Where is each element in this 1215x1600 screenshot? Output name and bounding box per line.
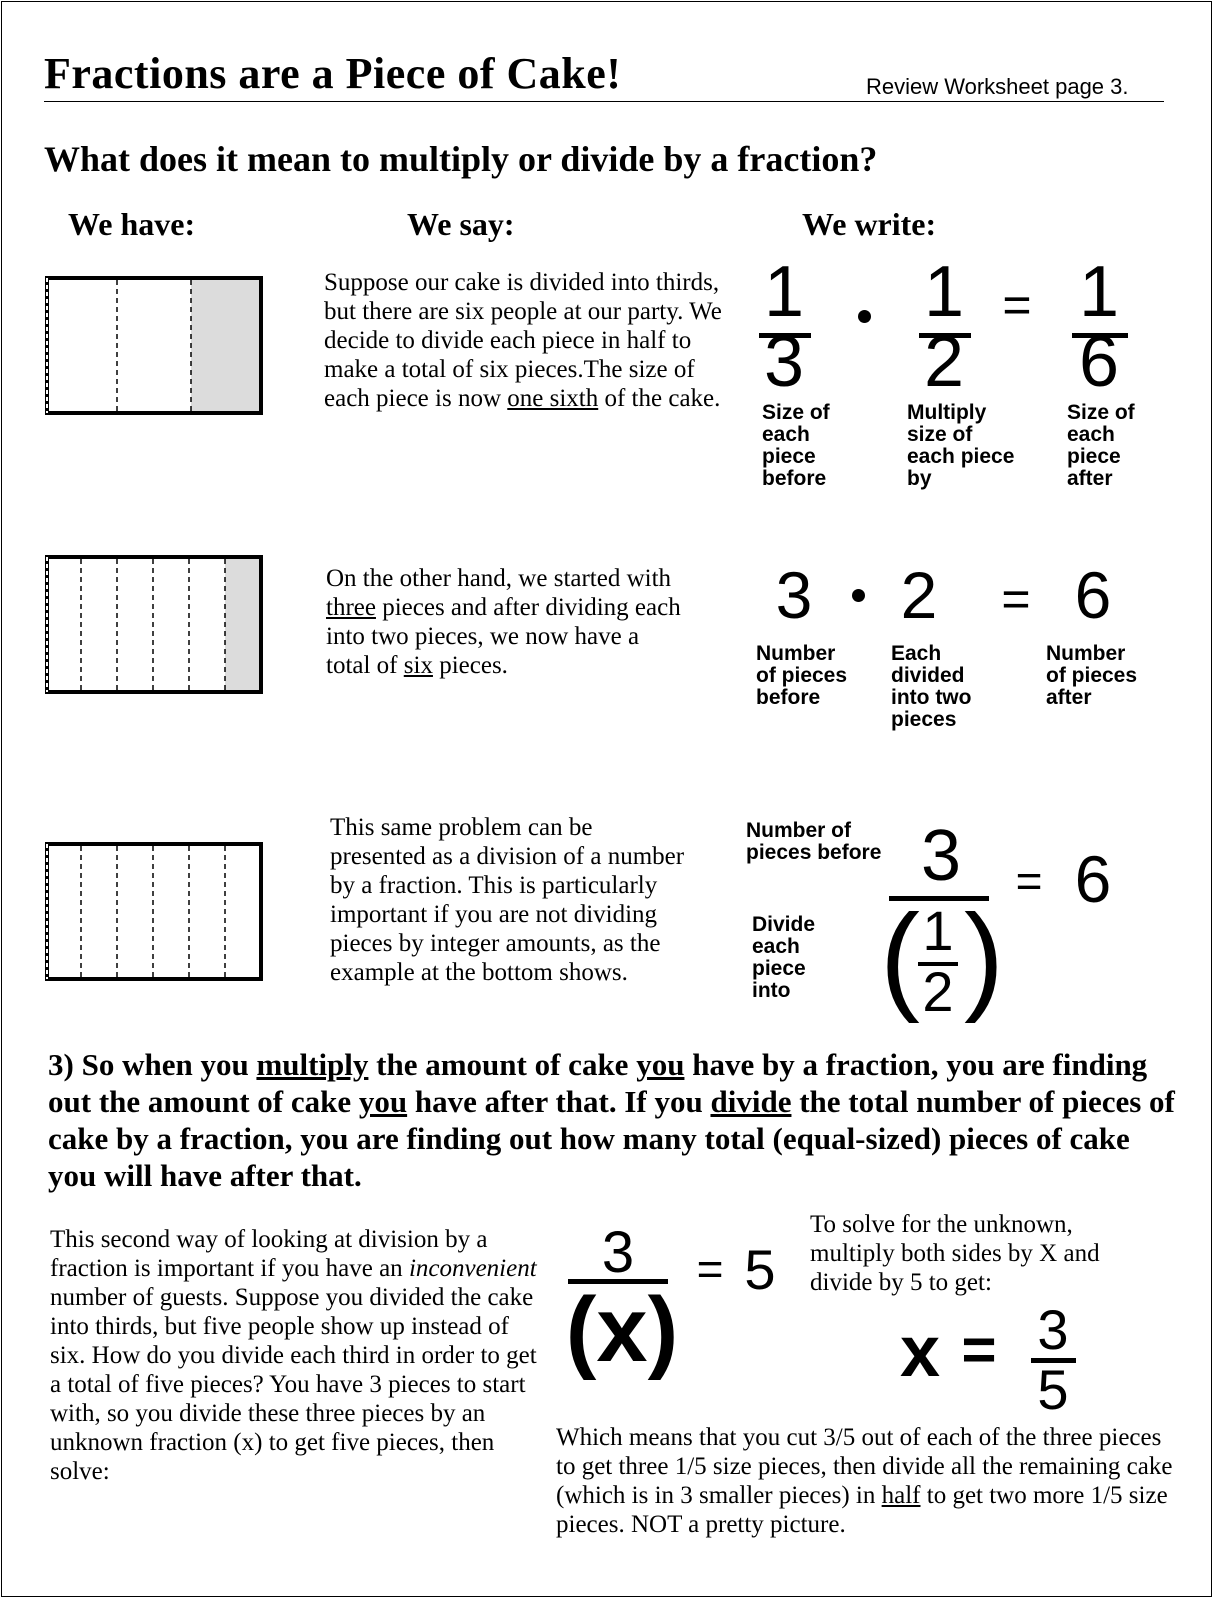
right-paren: ) xyxy=(964,890,1004,1024)
equation-term-before: 3 xyxy=(775,558,813,632)
cake-diagram-thirds xyxy=(45,276,265,416)
division-result: 6 xyxy=(1074,842,1112,916)
row2-label-after: Number of pieces after xyxy=(1046,642,1138,709)
row2-underlined-six: six xyxy=(403,652,433,679)
cake-diagram-sixths xyxy=(45,555,265,695)
statement-text: have after that. If you xyxy=(407,1084,711,1119)
equation-term-after: 6 xyxy=(1074,558,1112,632)
row3-label-divide: Divide each piece into xyxy=(752,913,816,1002)
solution-variable: x xyxy=(899,1312,941,1392)
inner-fraction-denominator: 2 xyxy=(922,960,954,1023)
row1-text-end: of the cake. xyxy=(598,385,721,412)
row1-explanation xyxy=(324,268,724,413)
row1-equation xyxy=(754,252,1174,506)
row2-underlined-three: three xyxy=(326,594,376,621)
row1-text: Suppose our cake is divided into thirds, but there are six people at our party. We decide to divide each piece in half to make a total of six pieces.The size of each piece is now xyxy=(324,269,722,412)
multiply-dot xyxy=(852,589,865,602)
statement-underline-you: you xyxy=(636,1047,685,1082)
row1-label-after: Size of each piece after xyxy=(1067,401,1135,490)
fraction-numerator: 1 xyxy=(1078,252,1120,332)
bottom-left-text: This second way of looking at division by a fraction is important if you have an xyxy=(50,1226,488,1282)
statement-underline-you: you xyxy=(358,1084,408,1119)
row1-label-multiply: Multiply size of each piece by xyxy=(907,401,1015,490)
statement-text: 3) So when you xyxy=(48,1047,257,1082)
title-rule xyxy=(44,101,1164,102)
unknown-result: 5 xyxy=(744,1238,776,1301)
statement-text: have by a fraction, you are finding out the amount of cake xyxy=(48,1047,1148,1119)
fraction-denominator: 3 xyxy=(763,322,805,402)
row2-label-before: Number of pieces before xyxy=(756,642,848,709)
equals-sign: = xyxy=(1002,277,1032,333)
solve-instructions: To solve for the unknown, multiply both sides by X and divide by 5 to get: xyxy=(810,1211,1100,1296)
summary-statement xyxy=(48,1046,1178,1194)
column-heading-have: We have: xyxy=(68,206,196,242)
solution-equation xyxy=(892,1298,1102,1422)
row3-explanation: This same problem can be presented as a division of a number by a fraction. This is particularly important if you are not dividing pieces by integer amounts, as the example at the bottom shows. xyxy=(330,814,685,986)
row2-equation xyxy=(754,558,1174,762)
multiply-dot xyxy=(858,310,871,323)
fraction-numerator: 1 xyxy=(923,252,965,332)
row3-label-before: Number of pieces before xyxy=(746,819,882,864)
left-paren: ( xyxy=(880,890,920,1024)
statement-underline-multiply: multiply xyxy=(256,1047,369,1082)
row3-equation xyxy=(746,816,1166,1040)
bottom-right-explanation xyxy=(556,1423,1176,1539)
equals-sign: = xyxy=(1015,855,1043,907)
bottom-right-text-end: to get two more 1/5 size pieces. NOT a pretty picture. xyxy=(556,1482,1168,1538)
equals-sign: = xyxy=(696,1243,724,1295)
unknown-numerator: 3 xyxy=(601,1220,635,1285)
page-subtitle: Review Worksheet page 3. xyxy=(866,74,1129,99)
bottom-left-text-end: number of guests. Suppose you divided the cake into thirds, but five people show up instead of six. How do you divide each third in order to get a total of five pieces? You have 3 pieces to start with, so you divide these three pieces by an unknown fraction (x) to get five pieces, then solve: xyxy=(50,1284,537,1485)
row2-text: On the other hand, we started with xyxy=(326,565,672,592)
equals-sign: = xyxy=(1001,571,1031,627)
statement-text: the total number of pieces of cake by a fraction, you are finding out how many total (equal-sized) pieces of cake you will have after that. xyxy=(48,1084,1175,1193)
column-heading-say: We say: xyxy=(407,206,515,242)
equals-sign: = xyxy=(961,1316,997,1383)
fraction-denominator: 6 xyxy=(1078,322,1120,402)
row1-underlined: one sixth xyxy=(507,385,599,412)
fraction-numerator: 1 xyxy=(763,252,805,332)
worksheet-page xyxy=(1,1,1212,1597)
solution-denominator: 5 xyxy=(1037,1358,1069,1421)
row2-text-end: pieces. xyxy=(432,652,508,679)
row2-text-mid: pieces and after dividing each into two pieces, we now have a total of xyxy=(326,594,681,679)
statement-underline-divide: divide xyxy=(710,1084,792,1119)
row2-label-each: Each divided into two pieces xyxy=(891,642,972,731)
bottom-right-underline-half: half xyxy=(881,1482,921,1509)
bottom-left-italic: inconvenient xyxy=(408,1255,537,1282)
inner-fraction-numerator: 1 xyxy=(922,899,954,962)
division-numerator: 3 xyxy=(920,816,962,896)
unknown-denominator: (x) xyxy=(565,1279,679,1381)
equation-term-factor: 2 xyxy=(900,558,938,632)
fraction-denominator: 2 xyxy=(923,322,965,402)
section-question: What does it mean to multiply or divide by a fraction? xyxy=(44,139,878,179)
unknown-equation xyxy=(562,1220,802,1414)
row2-explanation xyxy=(326,564,686,680)
column-heading-write: We write: xyxy=(802,206,937,242)
row1-label-before: Size of each piece before xyxy=(762,401,830,490)
bottom-left-explanation xyxy=(50,1225,542,1486)
cake-diagram-sixths-unshaded xyxy=(45,842,265,982)
page-title: Fractions are a Piece of Cake! xyxy=(44,49,622,98)
statement-text: the amount of cake xyxy=(368,1047,637,1082)
bottom-right-text: Which means that you cut 3/5 out of each of the three pieces to get three 1/5 size pieces, then divide all the remaining cake (which is in 3 smaller pieces) in xyxy=(556,1424,1173,1509)
solution-numerator: 3 xyxy=(1037,1298,1069,1361)
